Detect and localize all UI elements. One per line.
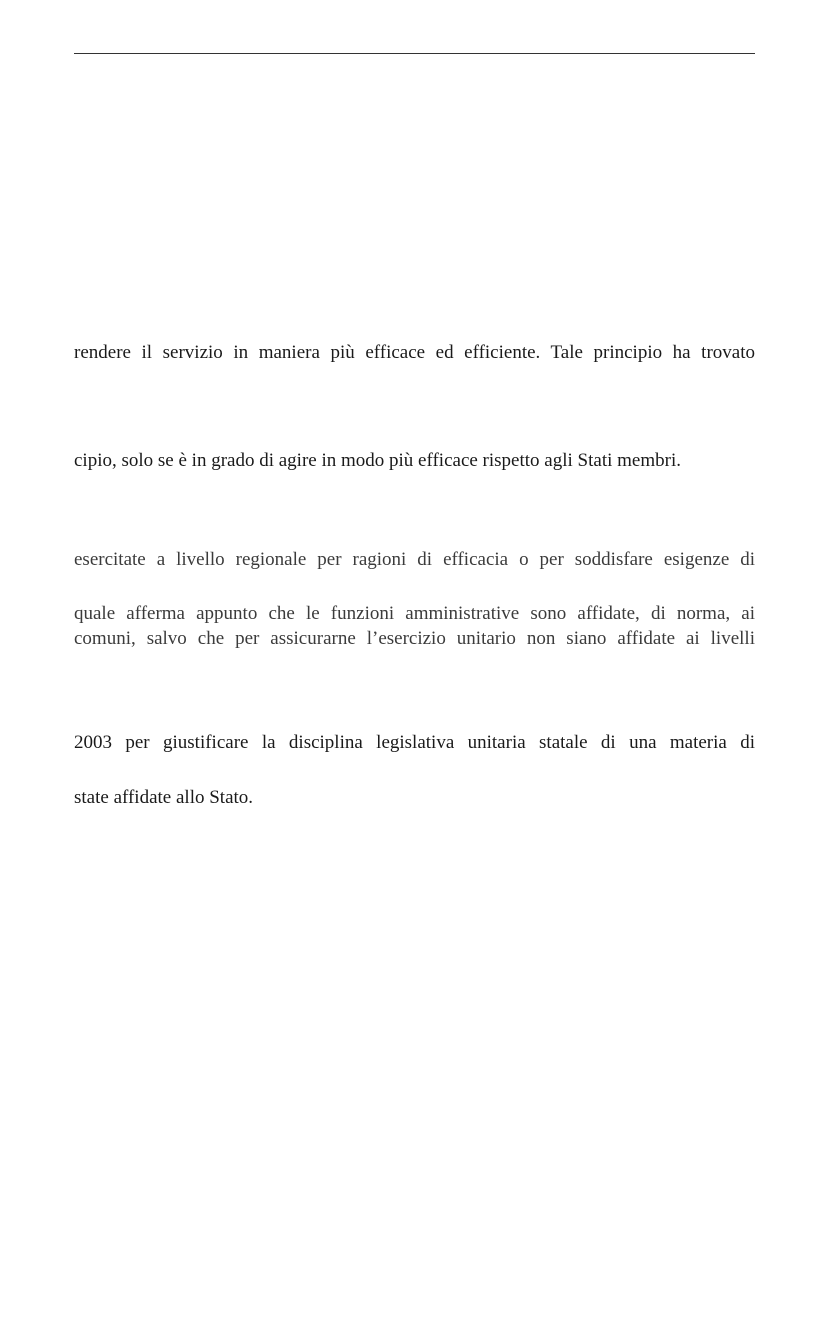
text-line-4: quale afferma appunto che le funzioni amministrative sono affidate, di norma, ai: [74, 603, 755, 624]
text-line-3: esercitate a livello regionale per ragioni di efficacia o per soddisfare esigenze di: [74, 549, 755, 570]
text-line-6: 2003 per giustificare la disciplina legislativa unitaria statale di una materia di: [74, 732, 755, 753]
text-line-5: comuni, salvo che per assicurarne l’esercizio unitario non siano affidate ai livelli: [74, 628, 755, 649]
text-line-1: rendere il servizio in maniera più efficace ed efficiente. Tale principio ha trovato: [74, 342, 755, 363]
text-line-2: cipio, solo se è in grado di agire in modo più efficace rispetto agli Stati membri.: [74, 450, 681, 471]
text-line-7: state affidate allo Stato.: [74, 787, 254, 808]
header-rule: [74, 53, 755, 54]
